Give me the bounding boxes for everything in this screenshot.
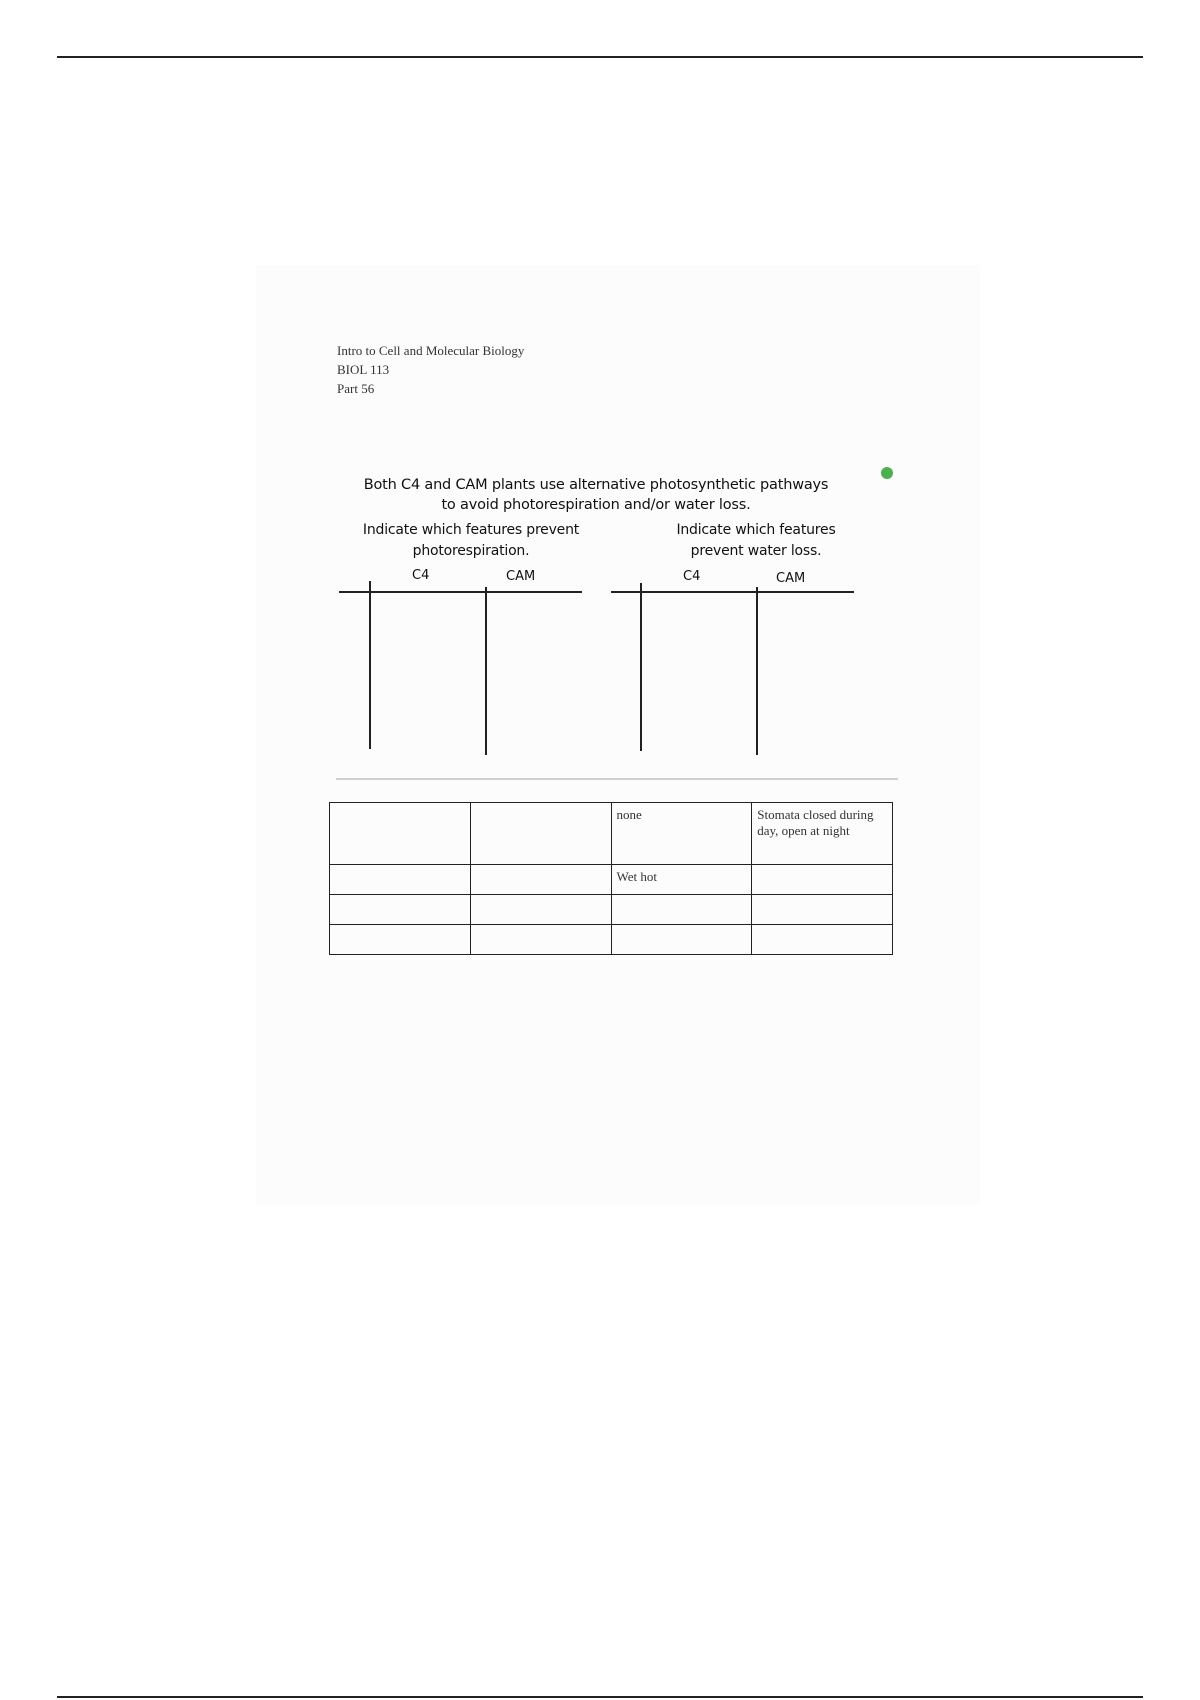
table-row xyxy=(330,895,893,925)
footer-rule xyxy=(57,1696,1143,1698)
document-page xyxy=(256,265,980,1205)
left-chart-divider-2 xyxy=(485,587,487,755)
slide-title-line-1: Both C4 and CAM plants use alternative photosynthetic pathways xyxy=(363,477,829,493)
table-cell xyxy=(470,925,611,955)
right-c4-header: C4 xyxy=(683,569,701,584)
table-cell xyxy=(330,865,471,895)
slide-title xyxy=(336,475,856,515)
right-chart-header-line xyxy=(611,591,854,593)
right-cam-header: CAM xyxy=(776,571,806,586)
table-cell xyxy=(470,895,611,925)
left-chart-header-line xyxy=(339,591,582,593)
answer-table xyxy=(329,802,893,955)
header-rule xyxy=(57,56,1143,58)
table-row xyxy=(330,865,893,895)
status-dot xyxy=(881,467,893,479)
water-loss-prompt xyxy=(656,520,856,562)
course-code: BIOL 113 xyxy=(337,362,390,377)
right-chart-divider-2 xyxy=(756,587,758,755)
table-cell xyxy=(611,925,752,955)
table-cell xyxy=(330,895,471,925)
left-chart-divider-1 xyxy=(369,581,371,749)
table-cell: Wet hot xyxy=(611,865,752,895)
photorespiration-prompt-line-2: photorespiration. xyxy=(412,543,530,559)
water-loss-prompt-line-1: Indicate which features xyxy=(676,522,836,538)
section-separator xyxy=(336,778,898,780)
table-cell xyxy=(611,895,752,925)
course-part: Part 56 xyxy=(337,381,375,396)
water-loss-prompt-line-2: prevent water loss. xyxy=(690,543,822,559)
course-info xyxy=(337,341,524,398)
table-row xyxy=(330,803,893,865)
course-name: Intro to Cell and Molecular Biology xyxy=(337,343,525,358)
right-chart-divider-1 xyxy=(640,583,642,751)
photorespiration-prompt-line-1: Indicate which features prevent xyxy=(362,522,580,538)
table-cell: Stomata closed during day, open at night xyxy=(752,803,893,865)
table-row xyxy=(330,925,893,955)
table-cell xyxy=(330,803,471,865)
left-c4-header: C4 xyxy=(412,568,430,583)
table-cell xyxy=(752,925,893,955)
left-cam-header: CAM xyxy=(506,569,536,584)
table-cell: none xyxy=(611,803,752,865)
table-cell xyxy=(470,865,611,895)
table-cell xyxy=(470,803,611,865)
table-cell xyxy=(752,865,893,895)
table-cell xyxy=(330,925,471,955)
photorespiration-prompt xyxy=(356,520,586,562)
table-cell xyxy=(752,895,893,925)
slide-title-line-2: to avoid photorespiration and/or water loss. xyxy=(441,497,751,513)
